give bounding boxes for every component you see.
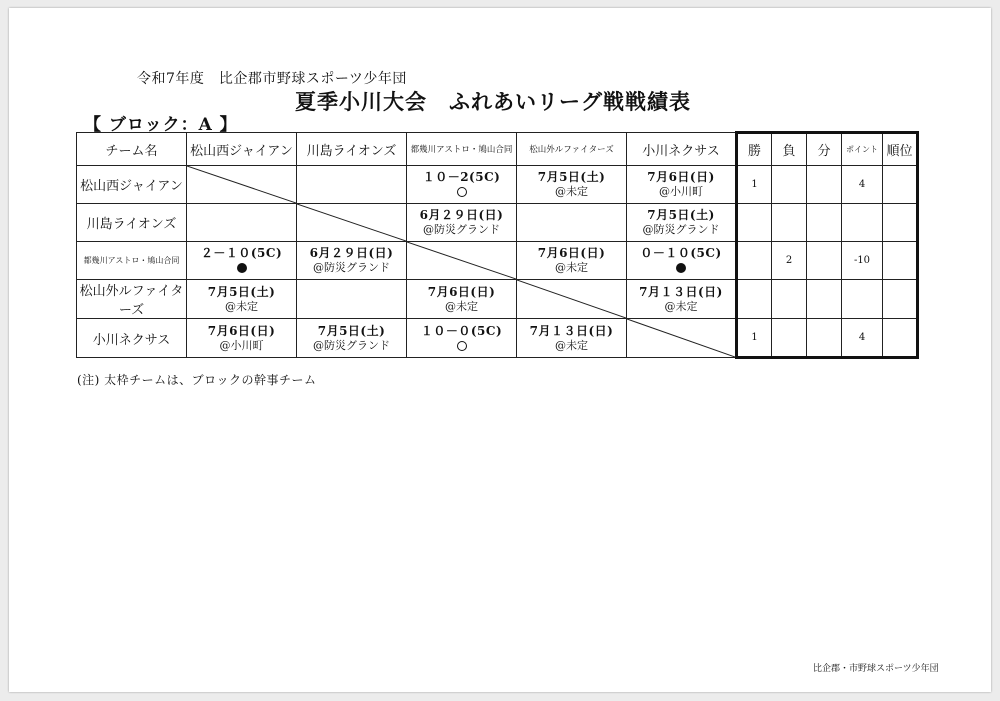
diagonal-line [517,280,626,318]
match-venue: @防災グランド [423,223,500,236]
match-info: 7月6日(日) [537,246,606,260]
match-info: １０－０(5C) [420,323,503,338]
losses-value [772,166,807,204]
table-row [77,166,918,204]
match-cell [407,280,517,319]
match-cell [627,166,737,204]
corner-header: チーム名 [77,133,187,166]
row-team-name: 都幾川アストロ・鳩山合同 [77,242,187,280]
points-value [842,280,883,319]
rank-value [883,204,918,242]
block-label: 【 ブロック：A 】 [84,115,238,135]
loss-dot-icon [676,263,686,273]
diagonal-line [627,319,735,357]
draws-value [807,166,842,204]
team-column-header: 川島ライオンズ [297,133,407,166]
organization-heading: 令和7年度 比企郡市野球スポーツ少年団 [137,71,407,87]
wins-value: 1 [737,319,772,358]
match-info: 7月5日(土) [317,323,386,338]
table-row [77,319,918,358]
match-cell [187,280,297,319]
match-venue: @未定 [664,299,698,313]
match-cell [627,242,737,280]
losses-value [772,204,807,242]
win-circle-icon [457,187,467,197]
match-venue: @未定 [555,261,588,274]
match-venue: @未定 [225,299,258,313]
match-info: １０－2(5C) [422,170,501,184]
match-venue: @未定 [555,185,588,198]
match-cell [297,242,407,280]
draws-value [807,280,842,319]
match-venue: @小川町 [219,338,264,352]
match-venue: @未定 [445,299,478,313]
points-header: ポイント [842,133,883,166]
match-cell [517,319,627,358]
match-info: 7月6日(日) [427,284,496,299]
match-info: 7月6日(日) [647,170,715,184]
wins-value [737,280,772,319]
loss-dot-icon [237,263,247,273]
rank-value [883,166,918,204]
team-column-header: 松山外ルファイターズ [517,133,627,166]
match-cell [297,166,407,204]
rank-value [883,319,918,358]
match-cell [297,280,407,319]
losses-value [772,280,807,319]
match-cell [517,204,627,242]
match-cell [627,204,737,242]
draws-header: 分 [807,133,842,166]
match-cell [297,319,407,358]
table-row [77,280,918,319]
team-column-header: 松山西ジャイアン [187,133,297,166]
match-cell [187,204,297,242]
self-match-cell [627,319,737,358]
diagonal-line [187,166,296,203]
header-row [77,133,918,166]
table-row [77,204,918,242]
match-cell [407,166,517,204]
wins-header: 勝 [737,133,772,166]
self-match-cell [187,166,297,204]
match-venue: @防災グランド [313,338,390,352]
results-table [76,131,919,359]
row-team-name: 松山外ルファイターズ [77,280,187,319]
match-cell [517,242,627,280]
self-match-cell [407,242,517,280]
self-match-cell [517,280,627,319]
points-value: 4 [842,166,883,204]
table-row [77,242,918,280]
match-info: ０－１０(5C) [640,246,722,260]
match-info: 6月２９日(日) [419,208,504,222]
wins-value [737,204,772,242]
self-match-cell [297,204,407,242]
match-info: 7月5日(土) [537,170,606,184]
win-circle-icon [457,341,467,351]
match-cell [517,166,627,204]
wins-value [737,242,772,280]
points-value: 4 [842,319,883,358]
row-team-name: 松山西ジャイアン [77,166,187,204]
diagonal-line [407,242,516,279]
rank-header: 順位 [883,133,918,166]
match-venue: @未定 [555,338,588,352]
team-column-header: 小川ネクサス [627,133,737,166]
match-cell [627,280,737,319]
points-value: -10 [842,242,883,280]
rank-value [883,242,918,280]
match-info: 7月１３日(日) [529,323,614,338]
match-info: 7月5日(土) [207,284,276,299]
row-team-name: 川島ライオンズ [77,204,187,242]
match-cell [407,204,517,242]
team-column-header: 都幾川アストロ・鳩山合同 [407,133,517,166]
wins-value: 1 [737,166,772,204]
match-cell [187,242,297,280]
match-info: 6月２９日(日) [309,246,394,260]
note-text: (注) 太枠チームは、ブロックの幹事チーム [77,373,317,387]
results-body [77,166,918,358]
document-title: 夏季小川大会 ふれあいリーグ戦戦績表 [295,89,691,114]
diagonal-line [297,204,406,241]
draws-value [807,204,842,242]
match-info: 7月１３日(日) [639,284,723,299]
losses-value: 2 [772,242,807,280]
losses-header: 負 [772,133,807,166]
row-team-name: 小川ネクサス [77,319,187,358]
match-cell [407,319,517,358]
match-venue: @小川町 [659,185,703,198]
match-venue: @防災グランド [313,261,390,274]
match-info: 7月5日(土) [647,208,715,222]
footer-text: 比企郡・市野球スポーツ少年団 [813,664,939,674]
match-cell [187,319,297,358]
points-value [842,204,883,242]
draws-value [807,319,842,358]
match-info: ２－１０(5C) [200,246,283,260]
losses-value [772,319,807,358]
match-venue: @防災グランド [642,223,720,236]
rank-value [883,280,918,319]
match-info: 7月6日(日) [207,323,276,338]
draws-value [807,242,842,280]
